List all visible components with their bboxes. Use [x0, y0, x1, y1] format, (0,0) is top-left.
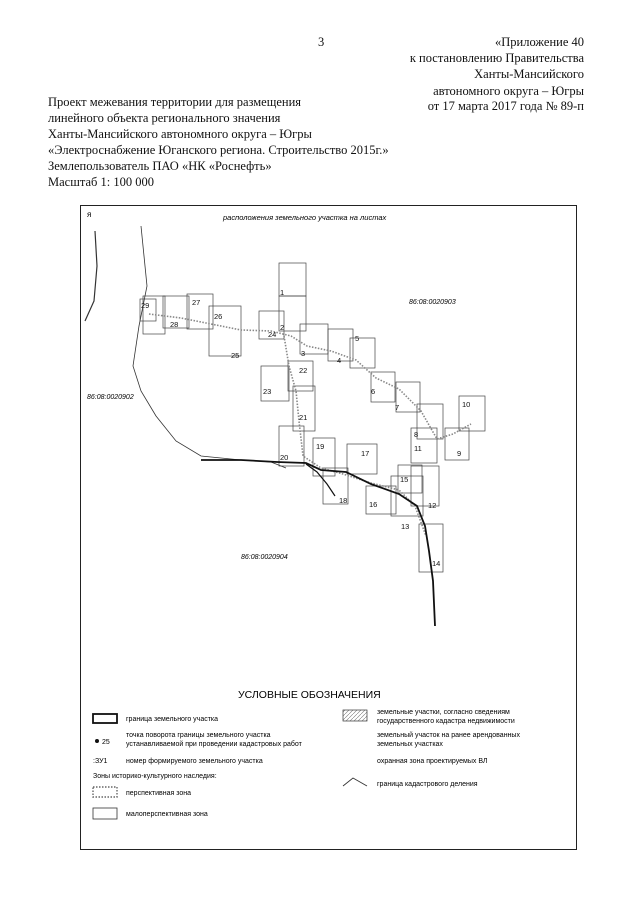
sheet-box	[417, 404, 443, 439]
land-plot-boundary	[201, 460, 435, 626]
appendix-line: «Приложение 40	[495, 35, 584, 49]
sheet-number: 13	[401, 522, 410, 531]
sheet-number: 27	[192, 298, 201, 307]
legend-leased-label: земельных участках	[377, 741, 443, 748]
legend-turn-point-label: устанавливаемой при проведении кадастровых работ	[126, 741, 302, 748]
title-line: Ханты-Мансийского автономного округа – Югры	[48, 127, 312, 141]
map-svg	[81, 206, 578, 851]
sheet-number: 17	[361, 449, 370, 458]
legend-cadastral-boundary-swatch	[343, 778, 367, 786]
sheet-number: 4	[337, 356, 342, 365]
sheet-number: 6	[371, 387, 376, 396]
sheet-number: 26	[214, 312, 223, 321]
sheet-grid	[140, 263, 485, 572]
cadastral-label: 86:08:0020904	[241, 554, 288, 561]
legend-perspective-label: перспективная зона	[126, 790, 192, 797]
sheet-number: 5	[355, 334, 360, 343]
sheet-number: 12	[428, 501, 437, 510]
sheet-number: 8	[414, 430, 419, 439]
title-block	[48, 95, 428, 189]
turn-point-icon	[95, 739, 99, 743]
cadastral-label: 86:08:0020903	[409, 299, 456, 306]
legend-gkn-swatch	[343, 710, 367, 721]
legend-low-perspective-swatch	[93, 808, 117, 819]
legend-zu-mark: :ЗУ1	[93, 758, 108, 765]
title-line: линейного объекта регионального значения	[48, 111, 281, 125]
sheet-number: 18	[339, 496, 348, 505]
sheet-number: 28	[170, 320, 179, 329]
sheet-box	[350, 338, 375, 368]
legend-title: УСЛОВНЫЕ ОБОЗНАЧЕНИЯ	[238, 689, 381, 701]
legend-leased-label: земельный участок на ранее арендованных	[377, 732, 520, 739]
title-line: Землепользователь ПАО «НК «Роснефть»	[48, 159, 272, 173]
corner-mark: я	[87, 210, 92, 219]
cadastral-label: 86:08:0020902	[87, 394, 134, 401]
legend-perspective-swatch	[93, 787, 117, 797]
sheet-number: 16	[369, 500, 378, 509]
legend-boundary-label: граница земельного участка	[126, 716, 219, 723]
sheet-number: 24	[268, 330, 277, 339]
sheet-number: 20	[280, 453, 289, 462]
sheet-number: 10	[462, 400, 471, 409]
sheet-number: 1	[280, 288, 285, 297]
map-caption: расположения земельного участка на листах	[223, 213, 387, 222]
sheet-number: 22	[299, 366, 308, 375]
sheet-number: 2	[280, 323, 285, 332]
sheet-number: 14	[432, 559, 441, 568]
legend-boundary-swatch	[93, 714, 117, 723]
legend-turn-point-label: точка поворота границы земельного участка	[126, 732, 271, 739]
sheet-number: 21	[299, 413, 308, 422]
appendix-line: Ханты-Мансийского	[474, 67, 584, 81]
page-number: 3	[318, 35, 325, 49]
sheet-number: 3	[301, 349, 306, 358]
legend-cadastral-boundary-label: граница кадастрового деления	[377, 781, 478, 788]
map-frame	[80, 205, 577, 850]
appendix-line: от 17 марта 2017 года № 89-п	[427, 99, 584, 113]
appendix-line: автономного округа – Югры	[433, 84, 584, 98]
cadastral-boundary-line	[133, 226, 289, 468]
legend-turn-point-mark: 25	[102, 739, 110, 746]
appendix-line: к постановлению Правительства	[409, 51, 584, 65]
sheet-number: 15	[400, 475, 409, 484]
sheet-number: 23	[263, 387, 272, 396]
legend-zu-label: номер формируемого земельного участка	[126, 758, 263, 765]
legend-vl-zone-label: охранная зона проектируемых ВЛ	[377, 758, 488, 765]
sheet-number: 7	[395, 403, 400, 412]
title-line: Проект межевания территории для размещения	[48, 95, 302, 109]
vl-protection-zone	[149, 314, 471, 439]
legend-low-perspective-label: малоперспективная зона	[126, 811, 208, 818]
legend-heritage-title: Зоны историко-культурного наследия:	[93, 773, 217, 780]
sheet-number: 25	[231, 351, 240, 360]
sheet-number: 11	[414, 444, 422, 453]
cadastral-boundary-line	[85, 231, 97, 321]
legend-gkn-label: государственного кадастра недвижимости	[377, 718, 515, 725]
sheet-box	[411, 466, 439, 506]
sheet-number: 19	[316, 442, 325, 451]
legend-gkn-label: земельные участки, согласно сведениям	[377, 709, 510, 716]
sheet-number: 29	[141, 301, 150, 310]
sheet-number: 9	[457, 449, 462, 458]
title-line: «Электроснабжение Юганского региона. Строительство 2015г.»	[48, 143, 389, 157]
scale-label: Масштаб 1: 100 000	[48, 175, 154, 189]
